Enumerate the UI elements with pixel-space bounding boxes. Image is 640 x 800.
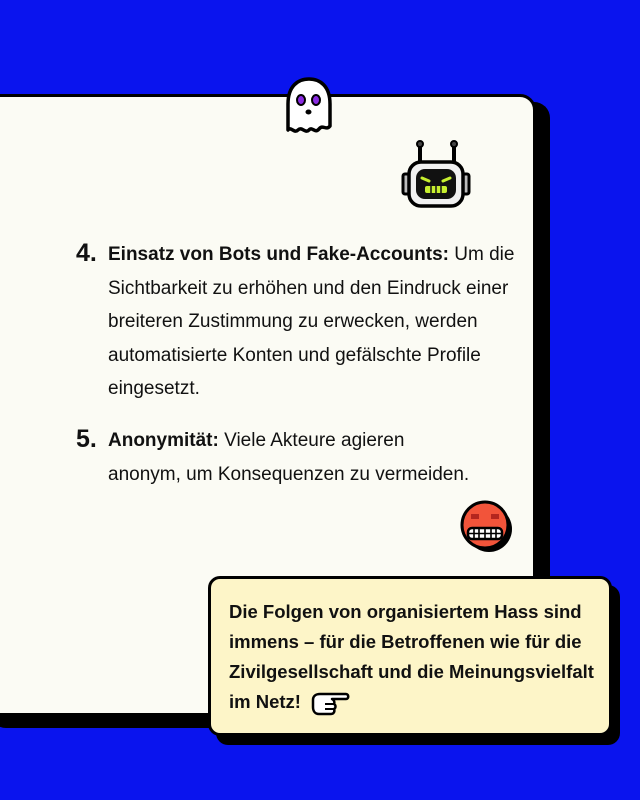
item-body: Um die Sichtbarkeit zu erhöhen und den Eindruck einer breiteren Zustimmung zu erwecken, werden automatisierte Konten und gefälschte Profile eingesetzt. — [108, 244, 515, 399]
list-item — [76, 238, 516, 406]
callout-text: Die Folgen von organisiertem Hass sind immens – für die Betroffenen wie für die Zivilgesellschaft und die Meinungsvielfalt im Netz! — [229, 601, 594, 712]
item-number: 4. — [76, 239, 97, 267]
conclusion-callout — [208, 576, 612, 736]
list-item — [76, 424, 476, 491]
item-body: Viele Akteure agieren anonym, um Konsequenzen zu vermeiden. — [108, 430, 470, 485]
item-heading: Anonymität: — [108, 430, 219, 451]
pointing-hand-icon — [310, 688, 350, 718]
item-number: 5. — [76, 425, 97, 453]
ghost-icon — [282, 76, 336, 138]
item-text — [76, 238, 516, 406]
grimacing-face-icon — [458, 500, 516, 554]
item-text — [76, 424, 476, 491]
robot-icon — [398, 138, 474, 212]
item-heading: Einsatz von Bots und Fake-Accounts: — [108, 244, 449, 265]
